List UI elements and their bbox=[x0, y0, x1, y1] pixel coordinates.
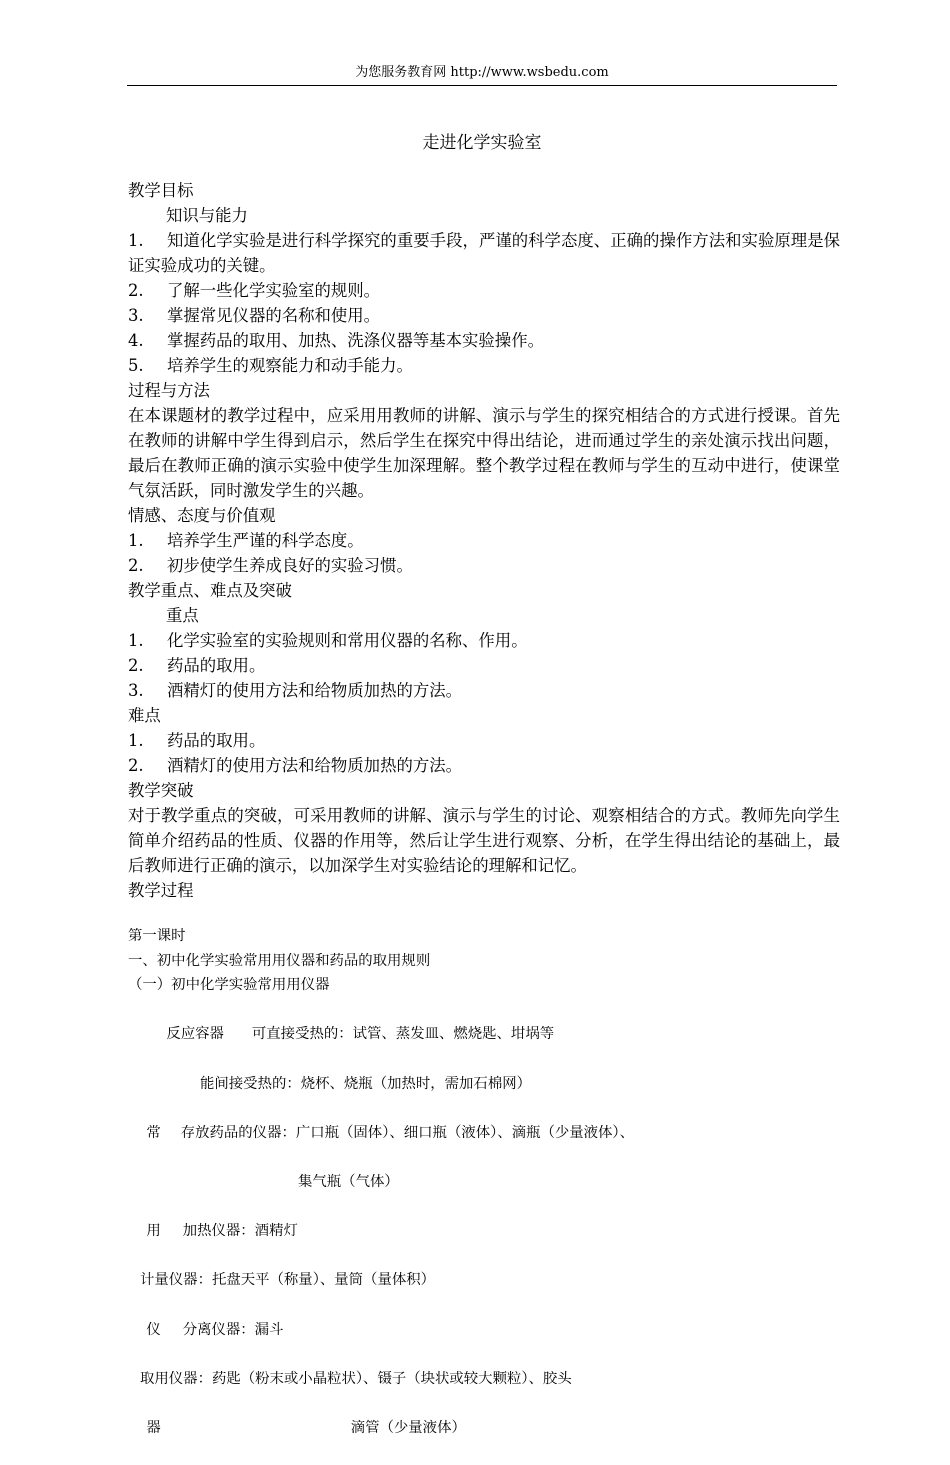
item-text: 酒精灯的使用方法和给物质加热的方法。 bbox=[167, 756, 463, 775]
item-number: 5. bbox=[128, 356, 144, 375]
item-text: 掌握常见仪器的名称和使用。 bbox=[167, 306, 381, 325]
storage-line bbox=[128, 1096, 840, 1170]
item-text: 药品的取用。 bbox=[167, 656, 266, 675]
section-heading: 一、初中化学实验常用用仪器和药品的取用规则 bbox=[128, 952, 431, 969]
side-char: 仪 bbox=[146, 1321, 161, 1338]
side-char: 用 bbox=[146, 1223, 161, 1240]
reaction-direct-text: 可直接受热的：试管、蒸发皿、燃烧匙、坩埚等 bbox=[251, 1026, 555, 1043]
difficulty-item bbox=[128, 728, 840, 753]
objectives-heading: 教学目标 bbox=[128, 181, 194, 200]
focus-item bbox=[128, 678, 840, 703]
breakthrough-paragraph: 对于教学重点的突破，可采用教师的讲解、演示与学生的讨论、观察相结合的方式。教师先向学生简单介绍药品的性质、仪器的作用等，然后让学生进行观察、分析，在学生得出结论的基础上，最后教师进行正确的演示，以加深学生对实验结论的理解和记忆。 bbox=[128, 806, 840, 875]
objective-item bbox=[128, 303, 840, 328]
item-text: 培养学生严谨的科学态度。 bbox=[167, 531, 364, 550]
item-number: 3. bbox=[128, 681, 144, 700]
item-number: 1. bbox=[128, 231, 144, 250]
difficulty-item bbox=[128, 753, 840, 778]
item-number: 1. bbox=[128, 731, 144, 750]
item-number: 3. bbox=[128, 306, 144, 325]
item-text: 酒精灯的使用方法和给物质加热的方法。 bbox=[167, 681, 463, 700]
objective-item bbox=[128, 228, 840, 278]
teaching-process-heading: 教学过程 bbox=[128, 881, 194, 900]
storage-text: 存放药品的仪器：广口瓶（固体）、细口瓶（液体）、滴瓶（少量液体）、 bbox=[180, 1124, 635, 1141]
reaction-vessel-line bbox=[128, 998, 840, 1072]
objective-item bbox=[128, 328, 840, 353]
item-text: 培养学生的观察能力和动手能力。 bbox=[167, 356, 413, 375]
lesson-label: 第一课时 bbox=[128, 928, 186, 944]
process-method-paragraph: 在本课题材的教学过程中，应采用用教师的讲解、演示与学生的探究相结合的方式进行授课。首先在教师的讲解中学生得到启示，然后学生在探究中得出结论，进而通过学生的亲处演示找出问题，最后在教师正确的演示实验中使学生加深理解。整个教学过程在教师与学生的互动中进行，使课堂气氛活跃，同时激发学生的兴趣。 bbox=[128, 406, 840, 500]
heating-text: 加热仪器：酒精灯 bbox=[182, 1223, 298, 1240]
page-header: 为您服务教育网 http://www.wsbedu.com bbox=[355, 65, 609, 80]
focus-item bbox=[128, 653, 840, 678]
item-number: 4. bbox=[128, 331, 144, 350]
item-text: 掌握药品的取用、加热、洗涤仪器等基本实验操作。 bbox=[167, 331, 544, 350]
breakthrough-heading: 教学突破 bbox=[128, 781, 194, 800]
focus-heading: 重点 bbox=[166, 606, 199, 625]
knowledge-heading: 知识与能力 bbox=[166, 206, 248, 225]
item-text: 化学实验室的实验规则和常用仪器的名称、作用。 bbox=[167, 631, 528, 650]
measuring-text: 计量仪器：托盘天平（称量）、量筒（量体积） bbox=[140, 1272, 436, 1289]
lesson-content bbox=[128, 924, 840, 1465]
emotion-item bbox=[128, 553, 840, 578]
item-text: 药品的取用。 bbox=[167, 731, 266, 750]
subsection-heading: （一）初中化学实验常用用仪器 bbox=[128, 977, 330, 994]
emotion-heading: 情感、态度与价值观 bbox=[128, 506, 276, 525]
objective-item bbox=[128, 353, 840, 378]
difficulty-heading: 难点 bbox=[128, 706, 161, 725]
process-method-heading: 过程与方法 bbox=[128, 381, 210, 400]
side-char: 常 bbox=[146, 1124, 161, 1141]
item-number: 2. bbox=[128, 756, 144, 775]
item-text: 知道化学实验是进行科学探究的重要手段，严谨的科学态度、正确的操作方法和实验原理是保证实验成功的关键。 bbox=[128, 231, 840, 275]
storage-text-continued: 集气瓶（气体） bbox=[298, 1173, 399, 1190]
item-number: 2. bbox=[128, 656, 144, 675]
reaction-indirect-text: 能间接受热的：烧杯、烧瓶（加热时，需加石棉网） bbox=[200, 1075, 531, 1092]
focus-item bbox=[128, 628, 840, 653]
taking-line-2 bbox=[128, 1391, 840, 1465]
item-number: 1. bbox=[128, 531, 144, 550]
key-points-heading: 教学重点、难点及突破 bbox=[128, 581, 292, 600]
separation-line bbox=[128, 1293, 840, 1367]
item-number: 2. bbox=[128, 281, 144, 300]
taking-text-continued: 滴管（少量液体） bbox=[350, 1419, 466, 1436]
item-number: 2. bbox=[128, 556, 144, 575]
separation-text: 分离仪器：漏斗 bbox=[182, 1321, 284, 1338]
document-body bbox=[128, 178, 840, 903]
emotion-item bbox=[128, 528, 840, 553]
item-text: 初步使学生养成良好的实验习惯。 bbox=[167, 556, 413, 575]
taking-text: 取用仪器：药匙（粉末或小晶粒状）、镊子（块状或较大颗粒）、胶头 bbox=[140, 1370, 572, 1387]
header-divider bbox=[127, 85, 837, 86]
item-text: 了解一些化学实验室的规则。 bbox=[167, 281, 381, 300]
objective-item bbox=[128, 278, 840, 303]
document-title: 走进化学实验室 bbox=[422, 133, 542, 153]
heating-line bbox=[128, 1195, 840, 1269]
reaction-vessel-label: 反应容器 bbox=[166, 1026, 224, 1043]
side-char: 器 bbox=[146, 1419, 161, 1436]
item-number: 1. bbox=[128, 631, 144, 650]
